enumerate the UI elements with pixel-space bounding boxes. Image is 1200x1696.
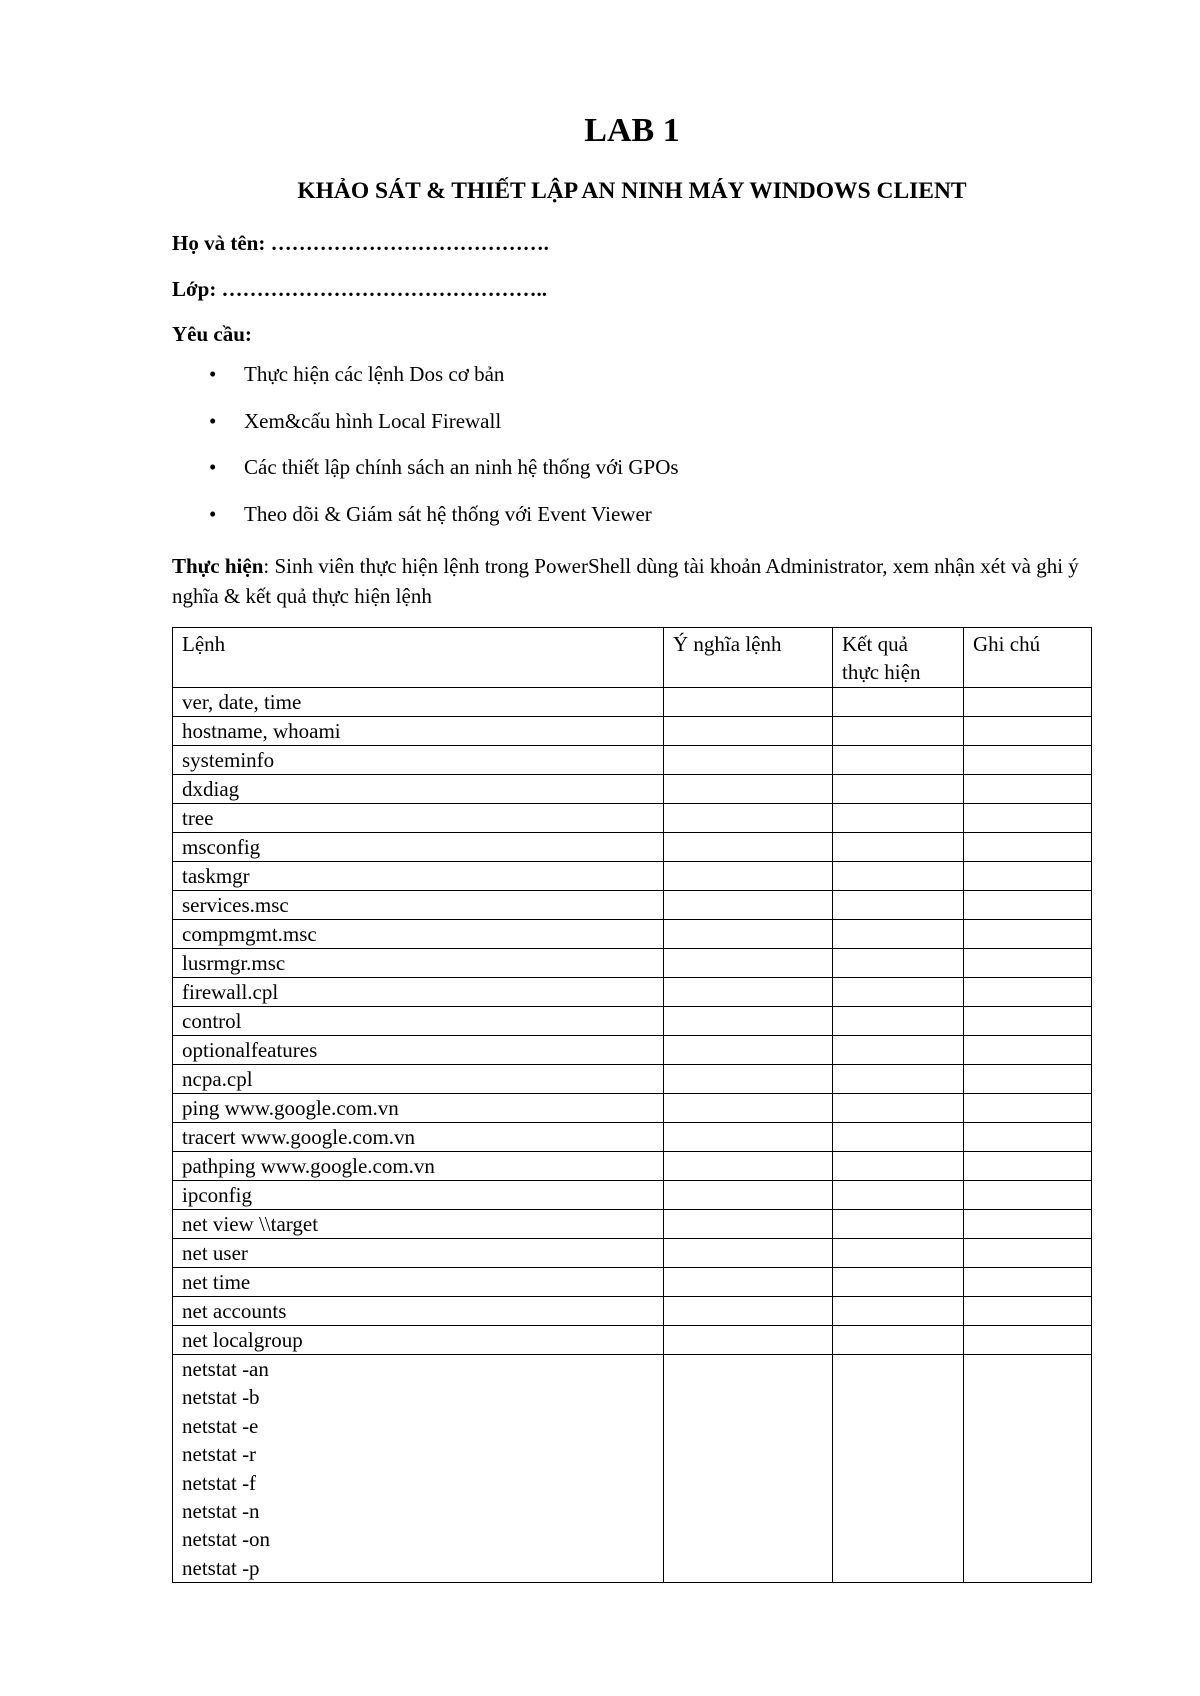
netstat-command: netstat -n [182,1498,260,1523]
note-cell[interactable] [964,978,1092,1007]
note-cell[interactable] [964,775,1092,804]
header-note: Ghi chú [964,628,1092,688]
table-row [173,717,1092,746]
meaning-cell[interactable] [664,949,833,978]
meaning-cell[interactable] [664,1152,833,1181]
result-cell[interactable] [833,688,964,717]
meaning-cell[interactable] [664,833,833,862]
result-cell[interactable] [833,775,964,804]
list-item: • Thực hiện các lệnh Dos cơ bản [209,362,505,386]
command-cell: ver, date, time [173,688,664,717]
result-cell[interactable] [833,978,964,1007]
command-cell: tracert www.google.com.vn [173,1123,664,1152]
result-cell[interactable] [833,804,964,833]
note-cell[interactable] [964,1152,1092,1181]
table-row [173,1181,1092,1210]
note-cell[interactable] [964,1297,1092,1326]
command-cell: net accounts [173,1297,664,1326]
meaning-cell[interactable] [664,1036,833,1065]
table-row [173,978,1092,1007]
note-cell[interactable] [964,1007,1092,1036]
meaning-cell[interactable] [664,1239,833,1268]
document-subtitle: KHẢO SÁT & THIẾT LẬP AN NINH MÁY WINDOWS CLIENT [297,178,967,204]
table-row [173,1297,1092,1326]
command-cell: pathping www.google.com.vn [173,1152,664,1181]
note-cell[interactable] [964,920,1092,949]
command-cell: taskmgr [173,862,664,891]
meaning-cell[interactable] [664,1210,833,1239]
result-cell[interactable] [833,920,964,949]
table-row [173,804,1092,833]
command-cell: tree [173,804,664,833]
note-cell[interactable] [964,1036,1092,1065]
note-cell[interactable] [964,1123,1092,1152]
meaning-cell[interactable] [664,746,833,775]
command-cell: ping www.google.com.vn [173,1094,664,1123]
command-cell: ipconfig [173,1181,664,1210]
meaning-cell[interactable] [664,688,833,717]
meaning-cell[interactable] [664,804,833,833]
netstat-command: netstat -p [182,1555,260,1580]
command-cell: firewall.cpl [173,978,664,1007]
note-cell[interactable] [964,804,1092,833]
note-cell[interactable] [964,1181,1092,1210]
command-cell: ncpa.cpl [173,1065,664,1094]
netstat-command: netstat -e [182,1413,259,1438]
meaning-cell[interactable] [664,1007,833,1036]
netstat-command: netstat -on [182,1527,271,1552]
header-meaning: Ý nghĩa lệnh [664,628,833,688]
meaning-cell[interactable] [664,1181,833,1210]
requirements-list [172,362,679,548]
table-row [173,891,1092,920]
document-title: LAB 1 [584,112,680,149]
meaning-cell[interactable] [664,978,833,1007]
result-cell[interactable] [833,1181,964,1210]
class-field: Lớp: ……………………………………….. [172,277,548,301]
result-cell[interactable] [833,746,964,775]
command-cell: net localgroup [173,1326,664,1355]
table-row [173,1239,1092,1268]
meaning-cell[interactable] [664,920,833,949]
result-cell[interactable] [833,1297,964,1326]
result-cell[interactable] [833,1065,964,1094]
command-cell: dxdiag [173,775,664,804]
table-row [173,1065,1092,1094]
meaning-cell[interactable] [664,1094,833,1123]
note-cell[interactable] [964,717,1092,746]
meaning-cell[interactable] [664,1268,833,1297]
table-row [173,1007,1092,1036]
table-row [173,1094,1092,1123]
result-cell[interactable] [833,1036,964,1065]
command-cell: hostname, whoami [173,717,664,746]
meaning-cell[interactable] [664,862,833,891]
netstat-command: netstat -an [182,1357,269,1381]
note-cell[interactable] [964,746,1092,775]
table-row [173,1123,1092,1152]
meaning-cell[interactable] [664,891,833,920]
netstat-command: netstat -b [182,1385,260,1410]
meaning-cell[interactable] [664,1326,833,1355]
result-cell[interactable] [833,833,964,862]
table-row [173,746,1092,775]
note-cell[interactable] [964,1326,1092,1355]
note-cell[interactable] [964,1355,1092,1583]
command-cell: control [173,1007,664,1036]
bullet-icon: • [209,455,217,479]
table-row [173,1326,1092,1355]
bullet-icon: • [209,362,217,386]
table-header-row [173,628,1092,688]
result-cell[interactable] [833,1355,964,1583]
result-cell[interactable] [833,1007,964,1036]
result-cell[interactable] [833,1152,964,1181]
table-row [173,920,1092,949]
result-cell[interactable] [833,891,964,920]
table-row [173,1210,1092,1239]
requirements-label: Yêu cầu: [172,322,252,346]
meaning-cell[interactable] [664,717,833,746]
command-cell: msconfig [173,833,664,862]
meaning-cell[interactable] [664,775,833,804]
result-cell[interactable] [833,1123,964,1152]
note-cell[interactable] [964,833,1092,862]
table-row [173,833,1092,862]
result-cell[interactable] [833,949,964,978]
meaning-cell[interactable] [664,1355,833,1583]
execution-instructions [172,551,1092,611]
table-row-netstat [173,1355,1092,1583]
list-item: • Theo dõi & Giám sát hệ thống với Event Viewer [209,501,652,526]
header-result: Kết quả thực hiện [833,628,964,688]
table-row [173,775,1092,804]
execution-text: : Sinh viên thực hiện lệnh trong PowerShell dùng tài khoản Administrator, xem nhận xét và ghi ý nghĩa & kết quả thực hiện lệnh [172,554,1079,608]
command-cell: optionalfeatures [173,1036,664,1065]
command-table [172,627,1092,1583]
command-cell: net time [173,1268,664,1297]
command-cell: systeminfo [173,746,664,775]
result-cell[interactable] [833,1094,964,1123]
note-cell[interactable] [964,1210,1092,1239]
meaning-cell[interactable] [664,1297,833,1326]
note-cell[interactable] [964,1268,1092,1297]
result-cell[interactable] [833,717,964,746]
note-cell[interactable] [964,1239,1092,1268]
command-cell [173,1355,664,1583]
netstat-command: netstat -r [182,1442,257,1467]
list-item: • Xem&cấu hình Local Firewall [209,408,502,433]
command-cell: services.msc [173,891,664,920]
table-row [173,1036,1092,1065]
command-cell: net user [173,1239,664,1268]
netstat-command: netstat -f [182,1470,257,1495]
note-cell[interactable] [964,1065,1092,1094]
note-cell[interactable] [964,1094,1092,1123]
result-cell[interactable] [833,1268,964,1297]
table-row [173,862,1092,891]
bullet-icon: • [209,408,217,433]
note-cell[interactable] [964,949,1092,978]
result-cell[interactable] [833,862,964,891]
meaning-cell[interactable] [664,1123,833,1152]
name-field: Họ và tên: …………………………………. [172,231,549,255]
note-cell[interactable] [964,891,1092,920]
table-row [173,688,1092,717]
bullet-icon: • [209,501,217,526]
table-row [173,1268,1092,1297]
meaning-cell[interactable] [664,1065,833,1094]
note-cell[interactable] [964,688,1092,717]
note-cell[interactable] [964,862,1092,891]
table-row [173,949,1092,978]
result-cell[interactable] [833,1326,964,1355]
result-cell[interactable] [833,1239,964,1268]
command-cell: compmgmt.msc [173,920,664,949]
command-cell: lusrmgr.msc [173,949,664,978]
result-cell[interactable] [833,1210,964,1239]
command-cell: net view \\target [173,1210,664,1239]
list-item: • Các thiết lập chính sách an ninh hệ thống với GPOs [209,455,679,479]
table-row [173,1152,1092,1181]
execution-label: Thực hiện [172,554,264,578]
header-command: Lệnh [173,628,664,688]
